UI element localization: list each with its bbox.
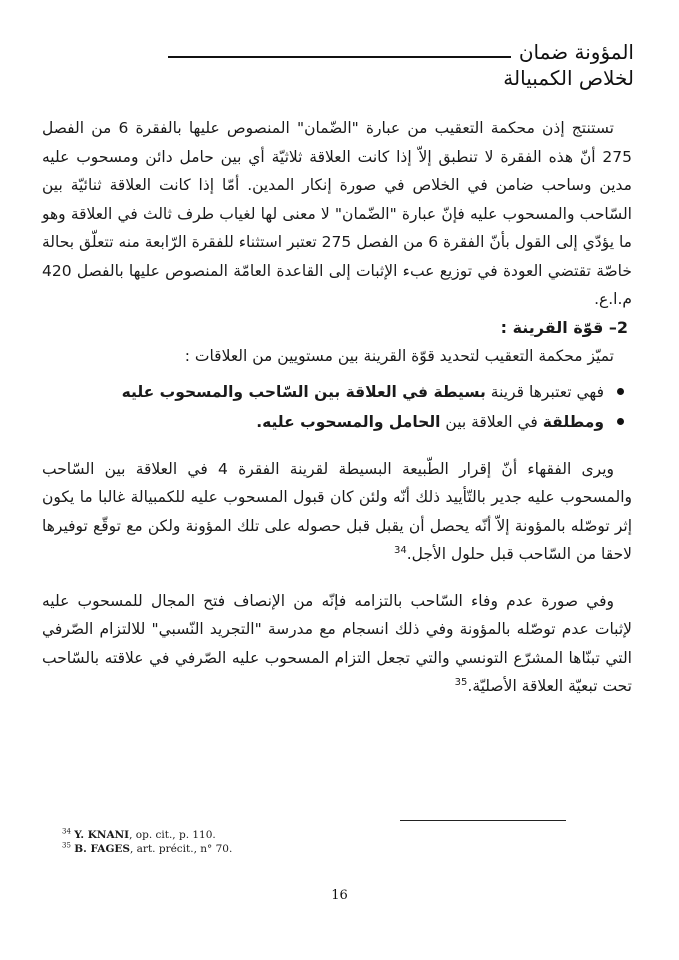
- list-item: ومطلقة في العلاقة بين الحامل والمسحوب عليه.: [42, 407, 624, 437]
- footnote: $^{34}$ Y. KNANI, op. cit., p. 110.: [62, 827, 216, 841]
- footnotes: [62, 828, 462, 856]
- bullet-icon: [617, 388, 624, 395]
- footnote-ref[interactable]: 34: [393, 544, 407, 556]
- header-subtitle: لخلاص الكمبيالة: [503, 66, 634, 90]
- paragraph-2: ويرى الفقهاء أنّ إقرار الطّبيعة البسيطة لقرينة الفقرة 4 في العلاقة بين السّاحب والمسحوب عليه جدير بالتّأييد ذلك أنّه ولئن كان قبول المسحوب عليه للكمبيالة غالبا ما يكون إثر توصّله بالمؤونة إلاّ أنّه يحصل أن يقبل قبل حصوله على تلك المؤونة ولكن مع توقّع توفيرها لاحقا من السّاحب قبل حلول الأجل.$^{34}$: [42, 459, 632, 563]
- section-heading: 2– قوّة القرينة :: [500, 317, 628, 337]
- footnote-ref[interactable]: 35: [454, 676, 468, 688]
- footnote: $^{35}$ B. FAGES, art. précit., n° 70.: [62, 841, 233, 855]
- list-item: فهي تعتبرها قرينة بسيطة في العلاقة بين السّاحب والمسحوب عليه: [42, 377, 624, 407]
- bullet-icon: [617, 418, 624, 425]
- paragraph-1: تستنتج إذن محكمة التعقيب من عبارة "الضّمان" المنصوص عليها بالفقرة 6 من الفصل 275 أنّ هذه الفقرة لا تنطبق إلاّ إذا كانت العلاقة ثلاثيّة أي بين حامل دائن ومسحوب عليه مدين وساحب ضامن في الخلاص في صورة إنكار المدين. أمّا إذا كانت العلاقة ثنائيّة بين السّاحب والمسحوب عليه فإنّ عبارة "الضّمان" لا معنى لها لغياب طرف ثالث في العلاقة وهو ما يؤدّي إلى القول بأنّ الفقرة 6 من الفصل 275 تعتبر استثناء للفقرة الرّابعة منه تتعلّق بحالة خاصّة تقتضي العودة في توزيع عبء الإثبات إلى القاعدة العامّة المنصوص عليها بالفصل 420 م.ا.ع.: [42, 119, 632, 308]
- page-number: 16: [331, 888, 348, 903]
- running-header: [48, 40, 634, 90]
- paragraph-3: وفي صورة عدم وفاء السّاحب بالتزامه فإنّه من الإنصاف فتح المجال للمسحوب عليه لإثبات عدم توصّله بالمؤونة وفي ذلك انسجام مع مدرسة "التجريد النّسبي" للالتزام الصّرفي التي تبنّاها المشرّع التونسي والتي تجعل التزام المسحوب عليه الصّرفي في علاقته بالسّاحب تحت تبعيّة العلاقة الأصليّة.$^{35}$: [42, 591, 632, 695]
- header-title: المؤونة ضمان: [518, 40, 634, 64]
- footnote-separator: [400, 820, 566, 821]
- intro-paragraph: تميّز محكمة التعقيب لتحديد قوّة القرينة بين مستويين من العلاقات :: [184, 347, 614, 365]
- header-rule: [168, 56, 511, 58]
- bullet-list: [42, 377, 632, 437]
- body-text: [42, 114, 632, 701]
